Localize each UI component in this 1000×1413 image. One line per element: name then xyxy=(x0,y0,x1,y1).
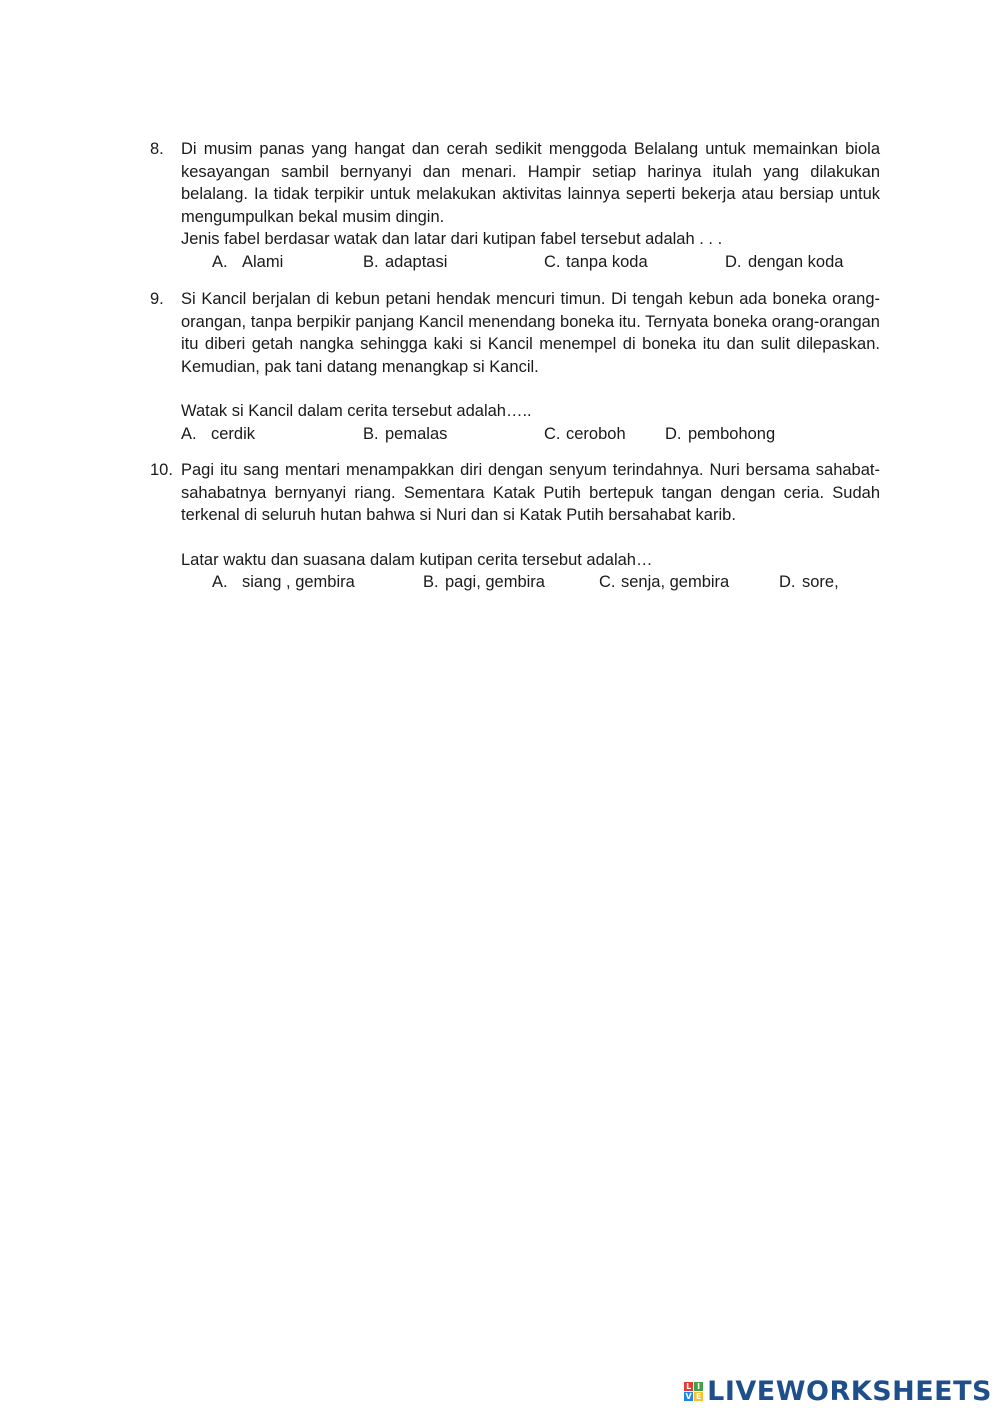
option-c[interactable]: C. tanpa koda xyxy=(544,252,648,271)
option-a[interactable]: A. Alami xyxy=(212,252,284,271)
option-b[interactable]: B. pagi, gembira xyxy=(423,573,545,591)
question-9 xyxy=(150,288,880,445)
question-10 xyxy=(150,459,880,593)
option-b[interactable]: B. pemalas xyxy=(363,424,448,443)
question-passage: Pagi itu sang mentari menampakkan diri dengan senyum terindahnya. Nuri bersama sahabat-sahabatnya bernyanyi riang. Sementara Katak Putih bertepuk tangan dengan ceria. Sudah terkenal di seluruh hutan bahwa si Nuri dan si Katak Putih bersahabat karib. xyxy=(181,461,880,524)
question-prompt: Latar waktu dan suasana dalam kutipan cerita tersebut adalah… xyxy=(181,550,653,569)
question-prompt: Jenis fabel berdasar watak dan latar dari kutipan fabel tersebut adalah . . . xyxy=(181,230,723,248)
live-logo-icon: L I V E xyxy=(685,1382,702,1401)
question-passage: Si Kancil berjalan di kebun petani hendak mencuri timun. Di tengah kebun ada boneka orang-orangan, tanpa berpikir panjang Kancil menendang boneka itu. Ternyata boneka orang-orangan itu diberi getah nangka sehingga kaki si Kancil menempel di boneka itu dan sulit dilepaskan. Kemudian, pak tani datang menangkap si Kancil. xyxy=(181,290,880,376)
answer-options xyxy=(181,571,880,593)
answer-options xyxy=(181,423,880,445)
option-c[interactable]: C. ceroboh xyxy=(544,424,626,443)
option-b[interactable]: B. adaptasi xyxy=(363,252,448,271)
question-number: 9. xyxy=(150,290,164,308)
option-c[interactable]: C. senja, gembira xyxy=(599,573,730,591)
option-d[interactable]: D. dengan koda xyxy=(725,252,844,271)
question-number: 8. xyxy=(150,140,164,158)
option-a[interactable]: A. siang , gembira xyxy=(212,573,355,591)
brand-name: LIVEWORKSHEETS xyxy=(707,1376,992,1407)
question-prompt: Watak si Kancil dalam cerita tersebut adalah….. xyxy=(181,402,532,420)
option-d[interactable]: D. pembohong xyxy=(665,424,776,443)
question-number: 10. xyxy=(150,461,173,479)
liveworksheets-logo xyxy=(684,1376,992,1407)
option-d[interactable]: D. sore, xyxy=(779,573,839,591)
question-8 xyxy=(150,138,880,273)
question-passage: Di musim panas yang hangat dan cerah sedikit menggoda Belalang untuk memainkan biola kesayangan sambil bernyanyi dan menari. Hampir setiap harinya itulah yang dilakukan belalang. Ia tidak terpikir untuk melakukan aktivitas lainnya seperti bekerja atau bersiap untuk mengumpulkan bekal musim dingin. xyxy=(181,140,880,226)
option-a[interactable]: A. cerdik xyxy=(181,424,256,443)
answer-options xyxy=(181,251,880,273)
